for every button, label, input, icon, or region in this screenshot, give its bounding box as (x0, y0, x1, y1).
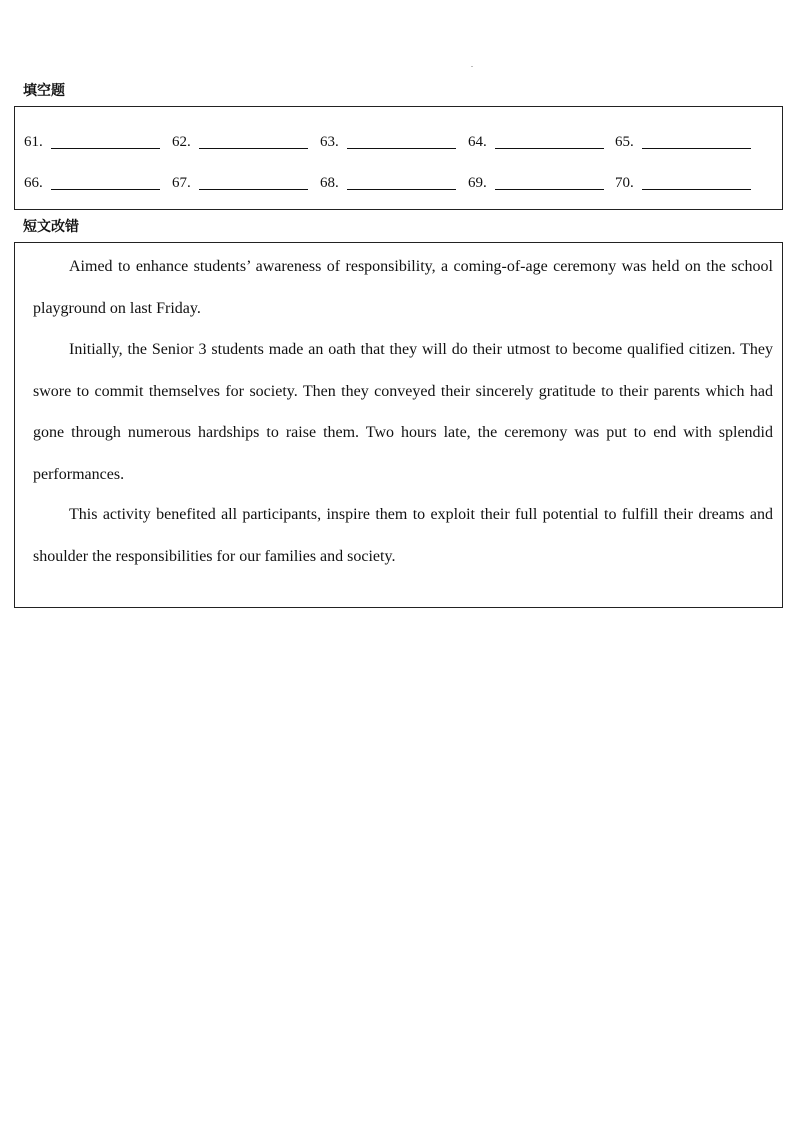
answer-number: 63. (320, 134, 339, 150)
answer-row-2 (24, 172, 784, 194)
answer-blank-69[interactable] (468, 172, 616, 194)
stray-mark (471, 66, 473, 67)
error-correction-box (14, 242, 783, 608)
answer-number: 68. (320, 175, 339, 191)
passage-paragraph-1 (33, 246, 773, 329)
answer-number: 69. (468, 175, 487, 191)
answer-line (199, 189, 308, 190)
answer-number: 65. (615, 134, 634, 150)
fill-in-section-title: 填空题 (23, 83, 65, 99)
answer-number: 67. (172, 175, 191, 191)
answer-line (347, 148, 456, 149)
answer-line (495, 189, 604, 190)
answer-line (495, 148, 604, 149)
answer-blank-63[interactable] (320, 131, 468, 153)
paragraph-text: Initially, the Senior 3 students made an oath that they will do their utmost to become qualified citizen. They swore to commit themselves for society. Then they conveyed their sincerely gratitude to their parents which had gone through numerous hardships to raise them. Two hours late, the ceremony was put to end with splendid performances. (33, 341, 773, 483)
answer-line (199, 148, 308, 149)
answer-number: 62. (172, 134, 191, 150)
answer-blank-66[interactable] (24, 172, 172, 194)
answer-line (51, 148, 160, 149)
answer-number: 64. (468, 134, 487, 150)
paragraph-text: This activity benefited all participants, inspire them to exploit their full potential to fulfill their dreams and shoulder the responsibilities for our families and society. (33, 506, 773, 565)
passage-paragraph-2 (33, 329, 773, 495)
answer-number: 70. (615, 175, 634, 191)
fill-in-answer-box (14, 106, 783, 210)
answer-blank-62[interactable] (172, 131, 320, 153)
answer-blank-68[interactable] (320, 172, 468, 194)
answer-line (347, 189, 456, 190)
answer-number: 66. (24, 175, 43, 191)
answer-line (642, 189, 751, 190)
error-correction-section-title: 短文改错 (23, 219, 79, 235)
answer-blank-64[interactable] (468, 131, 616, 153)
paragraph-text: Aimed to enhance students’ awareness of responsibility, a coming-of-age ceremony was held on the school playground on last Friday. (33, 258, 773, 317)
answer-line (51, 189, 160, 190)
answer-line (642, 148, 751, 149)
answer-blank-70[interactable] (615, 172, 763, 194)
answer-blank-65[interactable] (615, 131, 763, 153)
answer-blank-67[interactable] (172, 172, 320, 194)
answer-blank-61[interactable] (24, 131, 172, 153)
passage-paragraph-3 (33, 494, 773, 577)
answer-row-1 (24, 131, 784, 153)
answer-number: 61. (24, 134, 43, 150)
